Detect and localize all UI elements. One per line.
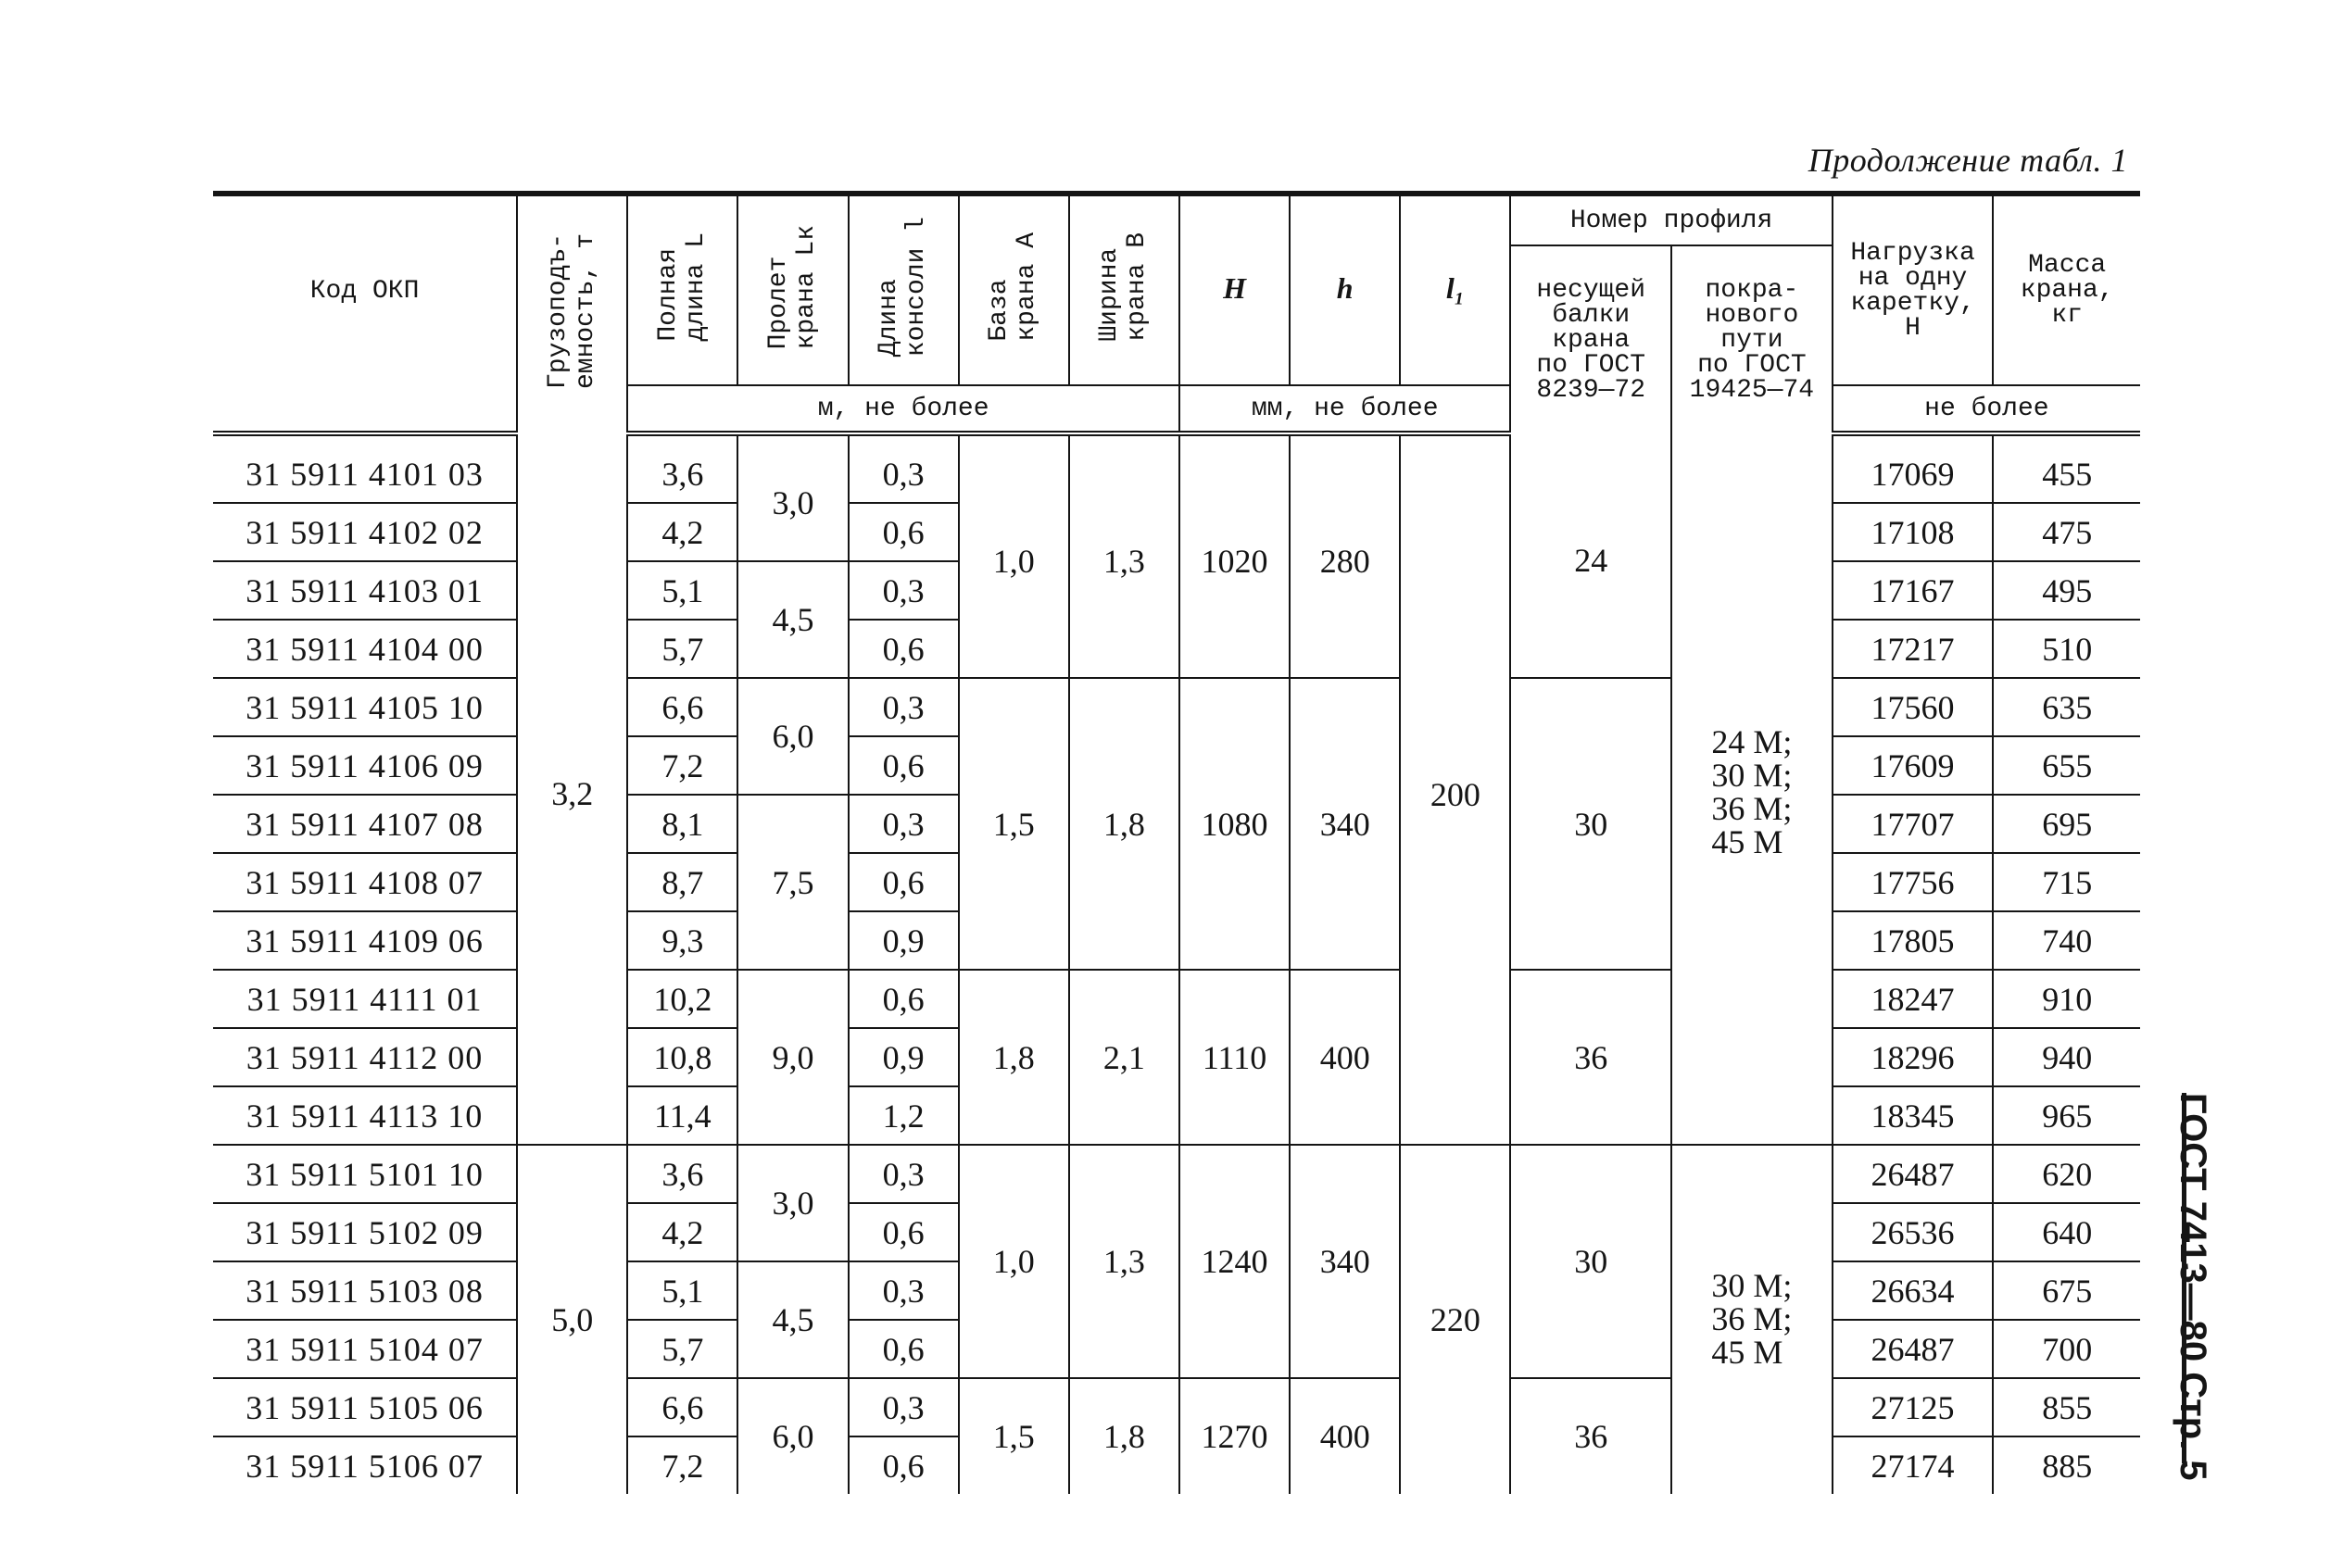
header-beam bbox=[1510, 245, 1671, 433]
header-mass-label: Масса крана, кг bbox=[2020, 251, 2114, 330]
code-cell: 31 5911 5101 10 bbox=[213, 1145, 517, 1203]
mass-cell: 495 bbox=[1993, 561, 2140, 620]
header-console bbox=[849, 194, 959, 385]
mass-cell: 475 bbox=[1993, 503, 2140, 561]
length-cell: 11,4 bbox=[627, 1086, 737, 1145]
track-value: 24 М; 30 М; 36 М; 45 М bbox=[1711, 723, 1793, 860]
mass-cell: 675 bbox=[1993, 1261, 2140, 1320]
load-cell: 27125 bbox=[1833, 1378, 1994, 1436]
table-body bbox=[213, 433, 2140, 1494]
header-capacity-label: Грузоподъ- емность, т bbox=[543, 233, 600, 390]
header-span-label: Пролет крана Lк bbox=[763, 224, 821, 350]
code-cell: 31 5911 5106 07 bbox=[246, 1447, 484, 1485]
code-cell: 31 5911 5105 06 bbox=[213, 1378, 517, 1436]
header-length bbox=[627, 194, 737, 385]
mass-cell: 655 bbox=[1993, 736, 2140, 795]
l1-cell: 220 bbox=[1400, 1145, 1510, 1494]
width-cell: 1,8 bbox=[1069, 1378, 1179, 1494]
header-code-label: Код ОКП bbox=[309, 276, 420, 306]
load-cell: 17560 bbox=[1833, 678, 1994, 736]
header-mass bbox=[1993, 194, 2140, 385]
code-cell: 31 5911 5104 07 bbox=[213, 1320, 517, 1378]
width-cell: 1,8 bbox=[1069, 678, 1179, 970]
h-cell: 280 bbox=[1290, 433, 1400, 678]
header-code bbox=[213, 194, 517, 385]
console-cell: 0,6 bbox=[849, 1203, 959, 1261]
span-cell: 7,5 bbox=[737, 795, 848, 970]
table-header bbox=[213, 194, 2140, 433]
beam-cell: 36 bbox=[1510, 1378, 1671, 1494]
load-cell: 17108 bbox=[1833, 503, 1994, 561]
unit-m-label: м, не более bbox=[817, 394, 989, 423]
header-unit-m bbox=[627, 385, 1179, 433]
header-h bbox=[1290, 194, 1400, 385]
header-base-label: База крана A bbox=[985, 232, 1042, 342]
mass-cell: 695 bbox=[1993, 795, 2140, 853]
console-cell: 1,2 bbox=[849, 1086, 959, 1145]
load-cell: 27174 bbox=[1833, 1436, 1994, 1494]
code-cell: 31 5911 4113 10 bbox=[213, 1086, 517, 1145]
header-length-label: Полная длина L bbox=[653, 232, 711, 342]
header-span bbox=[737, 194, 848, 385]
console-cell: 0,6 bbox=[849, 736, 959, 795]
code-cell: 31 5911 4101 03 bbox=[213, 433, 517, 503]
mass-cell: 620 bbox=[1993, 1145, 2140, 1203]
length-cell: 3,6 bbox=[627, 433, 737, 503]
header-base bbox=[959, 194, 1069, 385]
H-cell: 1020 bbox=[1179, 433, 1290, 678]
console-cell: 0,6 bbox=[849, 970, 959, 1028]
standard-page-label bbox=[2173, 1093, 2237, 1481]
header-beam-label: несущей балки крана по ГОСТ 8239—72 bbox=[1536, 275, 1646, 405]
code-cell: 31 5911 4104 00 bbox=[213, 620, 517, 678]
header-track-label: покра- нового пути по ГОСТ 19425—74 bbox=[1689, 275, 1815, 405]
table-row bbox=[213, 678, 2140, 736]
mass-cell: 965 bbox=[1993, 1086, 2140, 1145]
crane-parameters-table bbox=[213, 191, 2140, 1494]
code-cell: 31 5911 4103 01 bbox=[213, 561, 517, 620]
header-load bbox=[1833, 194, 1994, 385]
span-cell: 3,0 bbox=[737, 433, 848, 561]
h-cell: 400 bbox=[1290, 970, 1400, 1145]
load-cell: 18247 bbox=[1833, 970, 1994, 1028]
header-unit-mm bbox=[1179, 385, 1510, 433]
mass-cell: 635 bbox=[1993, 678, 2140, 736]
header-track bbox=[1671, 245, 1833, 433]
mass-cell: 715 bbox=[1993, 853, 2140, 911]
load-cell: 26487 bbox=[1833, 1145, 1994, 1203]
mass-cell: 940 bbox=[1993, 1028, 2140, 1086]
load-cell: 26536 bbox=[1833, 1203, 1994, 1261]
base-cell: 1,5 bbox=[959, 678, 1069, 970]
length-cell: 7,2 bbox=[627, 736, 737, 795]
code-cell: 31 5911 4102 02 bbox=[213, 503, 517, 561]
H-cell: 1270 bbox=[1179, 1378, 1290, 1494]
h-cell: 400 bbox=[1290, 1378, 1400, 1494]
console-cell: 0,9 bbox=[849, 911, 959, 970]
beam-cell: 30 bbox=[1510, 678, 1671, 970]
header-l1 bbox=[1400, 194, 1510, 385]
H-cell: 1240 bbox=[1179, 1145, 1290, 1378]
width-cell: 1,3 bbox=[1069, 433, 1179, 678]
code-cell: 31 5911 4107 08 bbox=[213, 795, 517, 853]
h-cell: 340 bbox=[1290, 678, 1400, 970]
load-cell: 18345 bbox=[1833, 1086, 1994, 1145]
console-cell: 0,3 bbox=[849, 795, 959, 853]
mass-cell: 700 bbox=[1993, 1320, 2140, 1378]
load-cell: 18296 bbox=[1833, 1028, 1994, 1086]
capacity-cell: 3,2 bbox=[517, 433, 627, 1145]
beam-cell: 30 bbox=[1510, 1145, 1671, 1378]
load-cell: 17609 bbox=[1833, 736, 1994, 795]
mass-cell: 885 bbox=[1993, 1436, 2140, 1494]
header-capacity bbox=[517, 194, 627, 433]
console-cell: 0,6 bbox=[849, 503, 959, 561]
length-cell: 5,7 bbox=[627, 1320, 737, 1378]
length-cell: 6,6 bbox=[627, 678, 737, 736]
load-cell: 17217 bbox=[1833, 620, 1994, 678]
mass-cell: 455 bbox=[1993, 433, 2140, 503]
length-cell: 5,1 bbox=[627, 561, 737, 620]
code-cell: 31 5911 4106 09 bbox=[213, 736, 517, 795]
base-cell: 1,8 bbox=[959, 970, 1069, 1145]
track-value: 30 М; 36 М; 45 М bbox=[1711, 1266, 1793, 1371]
table-continuation-caption: Продолжение табл. 1 bbox=[1808, 142, 2128, 179]
table-row bbox=[213, 970, 2140, 1028]
header-profile-label: Номер профиля bbox=[1569, 206, 1773, 235]
load-cell: 26634 bbox=[1833, 1261, 1994, 1320]
H-cell: 1080 bbox=[1179, 678, 1290, 970]
console-cell: 0,3 bbox=[849, 1378, 959, 1436]
length-cell: 4,2 bbox=[627, 1203, 737, 1261]
length-cell: 6,6 bbox=[627, 1378, 737, 1436]
length-cell: 10,2 bbox=[627, 970, 737, 1028]
span-cell: 3,0 bbox=[737, 1145, 848, 1261]
mass-cell: 910 bbox=[1993, 970, 2140, 1028]
code-cell: 31 5911 5102 09 bbox=[213, 1203, 517, 1261]
length-cell: 9,3 bbox=[627, 911, 737, 970]
header-profile bbox=[1510, 194, 1832, 245]
header-H-label: H bbox=[1223, 271, 1246, 305]
table-row bbox=[213, 1378, 2140, 1436]
console-cell: 0,9 bbox=[849, 1028, 959, 1086]
console-cell: 0,6 bbox=[849, 853, 959, 911]
length-cell: 5,1 bbox=[627, 1261, 737, 1320]
mass-cell: 855 bbox=[1993, 1378, 2140, 1436]
console-cell: 0,3 bbox=[849, 678, 959, 736]
track-cell bbox=[1671, 433, 1833, 1145]
width-cell: 2,1 bbox=[1069, 970, 1179, 1145]
header-width bbox=[1069, 194, 1179, 385]
base-cell: 1,0 bbox=[959, 433, 1069, 678]
length-cell: 3,6 bbox=[627, 1145, 737, 1203]
load-cell: 17707 bbox=[1833, 795, 1994, 853]
span-cell: 6,0 bbox=[737, 1378, 848, 1494]
span-cell: 6,0 bbox=[737, 678, 848, 795]
console-cell: 0,6 bbox=[849, 1436, 959, 1494]
beam-cell: 24 bbox=[1510, 433, 1671, 678]
table-row bbox=[213, 1145, 2140, 1203]
length-cell: 8,7 bbox=[627, 853, 737, 911]
console-cell: 0,3 bbox=[849, 561, 959, 620]
code-cell: 31 5911 4111 01 bbox=[213, 970, 517, 1028]
console-cell: 0,3 bbox=[849, 1145, 959, 1203]
header-code-spacer bbox=[213, 385, 517, 433]
header-H bbox=[1179, 194, 1290, 385]
header-console-label: Длина консоли l bbox=[875, 217, 932, 358]
code-cell: 31 5911 5103 08 bbox=[213, 1261, 517, 1320]
code-cell: 31 5911 4108 07 bbox=[213, 853, 517, 911]
span-cell: 4,5 bbox=[737, 561, 848, 678]
header-h-label: h bbox=[1336, 271, 1354, 305]
base-cell: 1,0 bbox=[959, 1145, 1069, 1378]
load-cell: 17805 bbox=[1833, 911, 1994, 970]
capacity-cell: 5,0 bbox=[517, 1145, 627, 1494]
code-cell: 31 5911 4109 06 bbox=[213, 911, 517, 970]
header-width-label: Ширина крана B bbox=[1095, 232, 1153, 342]
load-cell: 17069 bbox=[1833, 433, 1994, 503]
beam-cell: 36 bbox=[1510, 970, 1671, 1145]
h-cell: 340 bbox=[1290, 1145, 1400, 1378]
header-l1-label: l₁ bbox=[1445, 271, 1465, 305]
table-row bbox=[213, 433, 2140, 503]
console-cell: 0,3 bbox=[849, 1261, 959, 1320]
load-cell: 26487 bbox=[1833, 1320, 1994, 1378]
length-cell: 10,8 bbox=[627, 1028, 737, 1086]
console-cell: 0,3 bbox=[849, 433, 959, 503]
unit-max-label: не более bbox=[1924, 394, 2049, 423]
length-cell: 8,1 bbox=[627, 795, 737, 853]
code-cell: 31 5911 4105 10 bbox=[213, 678, 517, 736]
l1-cell: 200 bbox=[1400, 433, 1510, 1145]
base-cell: 1,5 bbox=[959, 1378, 1069, 1494]
mass-cell: 640 bbox=[1993, 1203, 2140, 1261]
console-cell: 0,6 bbox=[849, 1320, 959, 1378]
width-cell: 1,3 bbox=[1069, 1145, 1179, 1378]
mass-cell: 740 bbox=[1993, 911, 2140, 970]
length-cell: 5,7 bbox=[627, 620, 737, 678]
console-cell: 0,6 bbox=[849, 620, 959, 678]
load-cell: 17756 bbox=[1833, 853, 1994, 911]
unit-mm-label: мм, не более bbox=[1251, 394, 1439, 423]
code-cell: 31 5911 4112 00 bbox=[213, 1028, 517, 1086]
span-cell: 4,5 bbox=[737, 1261, 848, 1378]
mass-cell: 510 bbox=[1993, 620, 2140, 678]
load-cell: 17167 bbox=[1833, 561, 1994, 620]
header-unit-max bbox=[1833, 385, 2140, 433]
header-load-label: Нагрузка на одну каретку, Н bbox=[1850, 238, 1975, 343]
span-cell: 9,0 bbox=[737, 970, 848, 1145]
length-cell: 7,2 bbox=[627, 1436, 737, 1494]
side-label-text: ГОСТ 7413—80 Стр. 5 bbox=[2173, 1093, 2213, 1481]
length-cell: 4,2 bbox=[627, 503, 737, 561]
track-cell bbox=[1671, 1145, 1833, 1494]
H-cell: 1110 bbox=[1179, 970, 1290, 1145]
